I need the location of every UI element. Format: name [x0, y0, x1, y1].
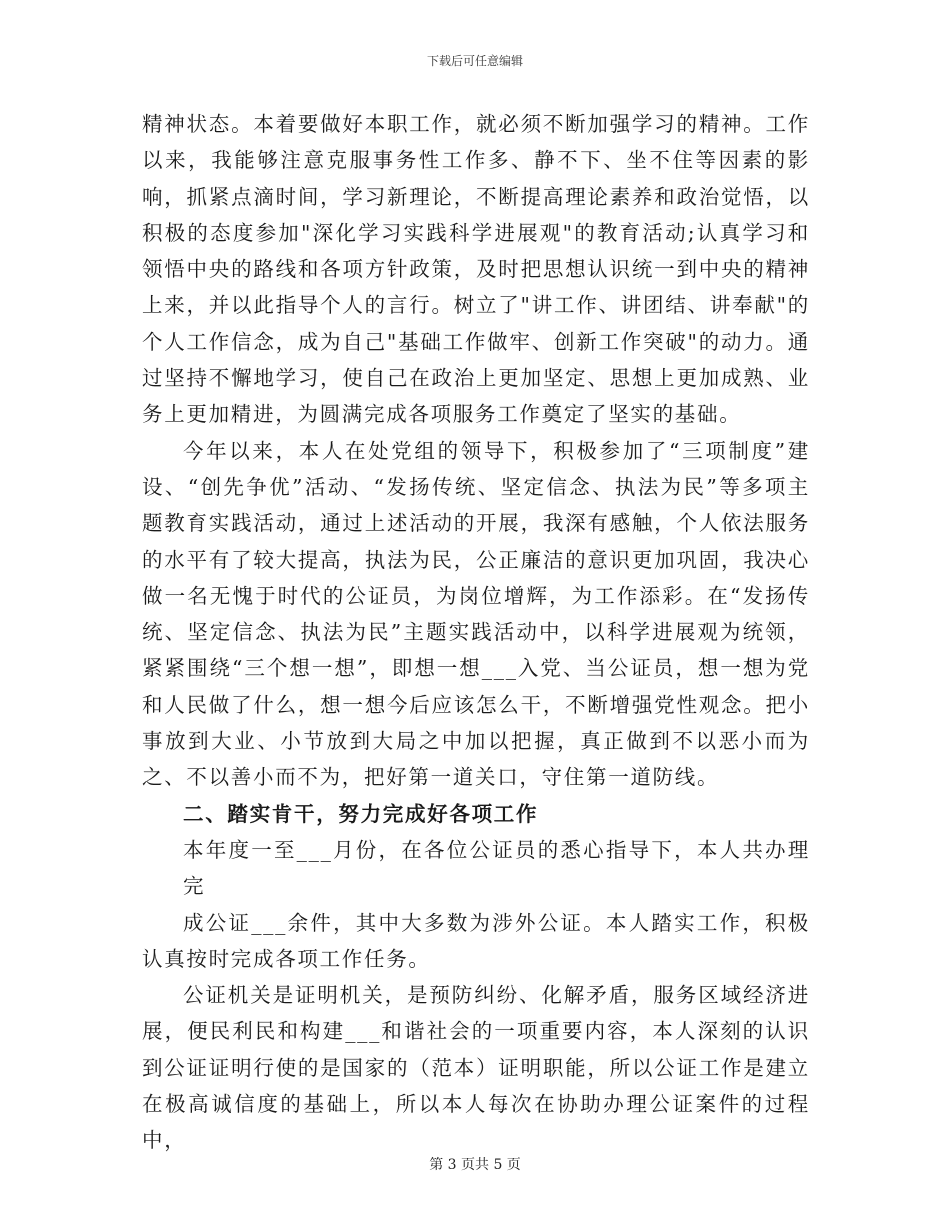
section-heading: 二、踏实肯干，努力完成好各项工作	[183, 801, 539, 826]
document-body	[142, 106, 810, 1159]
paragraph-annual-work-line1: 本年度一至___月份，在各位公证员的悉心指导下，本人共办理完	[183, 837, 810, 899]
paragraph-notary-role: 公证机关是证明机关，是预防纠纷、化解矛盾，服务区域经济进展，便民利民和构建___和谐社会的一项重要内容，本人深刻的认识到公证证明行使的是国家的（范本）证明职能，所以公证工作是建立在极高诚信度的基础上，所以本人每次在协助办理公证案件的过程中，	[142, 983, 810, 1153]
paragraph-annual-work-cont: 成公证___余件，其中大多数为涉外公证。本人踏实工作，积极认真按时完成各项工作任务。	[142, 910, 810, 971]
paragraph-study-spirit: 精神状态。本着要做好本职工作，就必须不断加强学习的精神。工作以来，我能够注意克服事务性工作多、静不下、坐不住等因素的影响，抓紧点滴时间，学习新理论，不断提高理论素养和政治觉悟，以积极的态度参加"深化学习实践科学进展观"的教育活动;认真学习和领悟中央的路线和各项方针政策，及时把思想认识统一到中央的精神上来，并以此指导个人的言行。树立了"讲工作、讲团结、讲奉献"的个人工作信念，成为自己"基础工作做牢、创新工作突破"的动力。通过坚持不懈地学习，使自己在政治上更加坚定、思想上更加成熟、业务上更加精进，为圆满完成各项服务工作奠定了坚实的基础。	[142, 112, 810, 427]
paragraph-campaign-activities: 今年以来，本人在处党组的领导下，积极参加了“三项制度”建设、“创先争优”活动、“发扬传统、坚定信念、执法为民”等多项主题教育实践活动，通过上述活动的开展，我深有感触，个人依法服务的水平有了较大提高，执法为民，公正廉洁的意识更加巩固，我决心做一名无愧于时代的公证员，为岗位增辉，为工作添彩。在“发扬传统、坚定信念、执法为民”主题实践活动中，以科学进展观为统领，紧紧围绕“三个想一想”，即想一想___入党、当公证员，想一想为党和人民做了什么，想一想今后应该怎么干，不断增强党性观念。把小事放到大业、小节放到大局之中加以把握，真正做到不以恶小而为之、不以善小而不为，把好第一道关口，守住第一道防线。	[142, 438, 810, 790]
page-number-footer: 第 3 页共 5 页	[429, 1157, 521, 1173]
page-header: 下载后可任意编辑	[426, 54, 523, 68]
